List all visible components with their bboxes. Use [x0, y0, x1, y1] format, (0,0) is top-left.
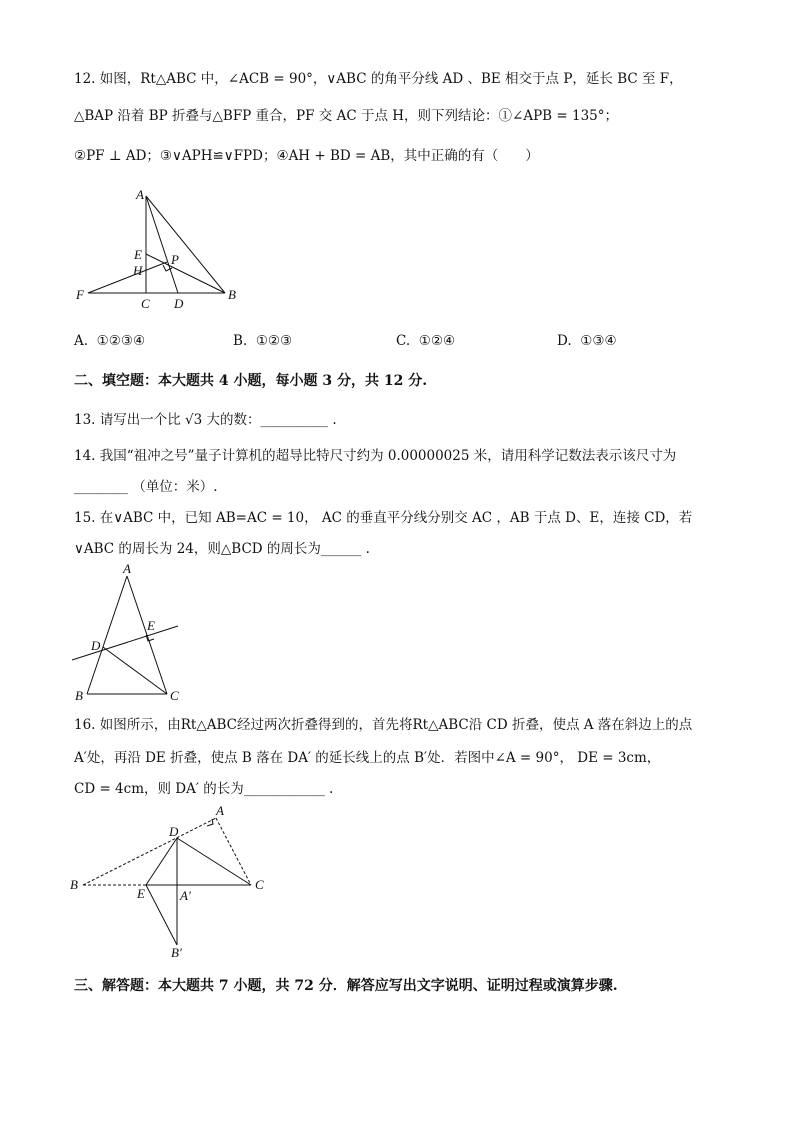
- q13-text: 13. 请写出一个比 √3 大的数：__________ .: [74, 412, 337, 428]
- label-F: F: [76, 287, 84, 302]
- dashed-segment-AC: [216, 818, 251, 885]
- q12-figure: [70, 182, 250, 312]
- q12-option-c: [396, 333, 455, 349]
- label-A: A: [123, 561, 131, 576]
- q16-text-line1: 16. 如图所示，由Rt△ABC经过两次折叠得到的，首先将Rt△ABC沿 CD 折叠，使点 A 落在斜边上的点: [74, 717, 693, 733]
- dashed-segment-BA: [83, 818, 216, 885]
- option-letter: C.: [396, 333, 411, 349]
- q12-option-a: [74, 333, 145, 349]
- label-C: C: [141, 296, 150, 311]
- label-B: B: [70, 877, 78, 892]
- q14-text-line2: ________ （单位：米）.: [74, 479, 218, 495]
- option-letter: D.: [557, 333, 572, 349]
- segment-AB: [146, 196, 225, 293]
- q14-text-line1: 14. 我国“祖冲之号”量子计算机的超导比特尺寸约为 0.00000025 米，请用科学记数法表示该尺寸为: [74, 448, 677, 464]
- label-E: E: [134, 247, 142, 262]
- label-A-prime: A′: [180, 888, 191, 903]
- option-text: ①③④: [580, 333, 617, 349]
- label-D: D: [174, 296, 184, 311]
- option-text: ①②③④: [96, 333, 146, 349]
- q15-figure: [66, 558, 196, 703]
- q12-option-b: [233, 333, 292, 349]
- segment-AD: [146, 196, 178, 293]
- section-2-heading: 二、填空题：本大题共 4 小题，每小题 3 分，共 12 分.: [74, 373, 428, 389]
- label-A: A: [216, 803, 224, 818]
- q15-text-line1: 15. 在∨ABC 中，已知 AB=AC = 10， AC 的垂直平分线分别交 AC ，AB 于点 D、E，连接 CD，若: [74, 510, 693, 526]
- q16-text-line3: CD = 4cm，则 DA′ 的长为____________ .: [74, 781, 334, 797]
- right-angle-mark: [207, 819, 213, 826]
- label-B-prime: B′: [171, 945, 182, 960]
- q12-text-line2: △BAP 沿着 BP 折叠与△BFP 重合，PF 交 AC 于点 H，则下列结论：①∠APB = 135°；: [74, 108, 619, 124]
- label-H: H: [133, 263, 143, 278]
- segment-AC: [127, 576, 167, 694]
- q16-text-line2: A′处，再沿 DE 折叠，使点 B 落在 DA′ 的延长线上的点 B′处．若图中∠A = 90°， DE = 3cm，: [74, 750, 661, 766]
- segment-EB: [146, 254, 225, 293]
- option-letter: A.: [74, 333, 89, 349]
- segment-EB-prime: [146, 885, 177, 945]
- q16-figure: [66, 800, 276, 965]
- label-B: B: [228, 287, 236, 302]
- label-D: D: [169, 824, 179, 839]
- label-C: C: [170, 688, 179, 703]
- option-letter: B.: [233, 333, 248, 349]
- q12-option-d: [557, 333, 617, 349]
- section-3-heading: 三、解答题：本大题共 7 小题，共 72 分．解答应写出文字说明、证明过程或演算步骤.: [74, 978, 618, 994]
- label-E: E: [137, 886, 145, 901]
- option-text: ①②③: [255, 333, 293, 349]
- label-D: D: [91, 638, 101, 653]
- q12-text-line3: ②PF ⊥ AD；③∨APH≌∨FPD；④AH + BD = AB，其中正确的有（ ）: [74, 148, 539, 164]
- q12-text-line1: 12. 如图，Rt△ABC 中，∠ACB = 90°，∨ABC 的角平分线 AD 、BE 相交于点 P，延长 BC 至 F，: [74, 71, 683, 87]
- q15-text-line2: ∨ABC 的周长为 24，则△BCD 的周长为______ .: [74, 541, 370, 557]
- segment-DC: [177, 838, 251, 885]
- label-B: B: [75, 688, 83, 703]
- segment-AB: [87, 576, 127, 694]
- perpendicular-bisector: [72, 626, 178, 660]
- segment-DC: [103, 647, 167, 694]
- label-P: P: [171, 252, 179, 267]
- label-C: C: [255, 877, 264, 892]
- segment-FP: [88, 262, 167, 293]
- label-E: E: [147, 618, 155, 633]
- segment-DE: [146, 838, 177, 885]
- label-A: A: [136, 187, 144, 202]
- option-text: ①②④: [418, 333, 456, 349]
